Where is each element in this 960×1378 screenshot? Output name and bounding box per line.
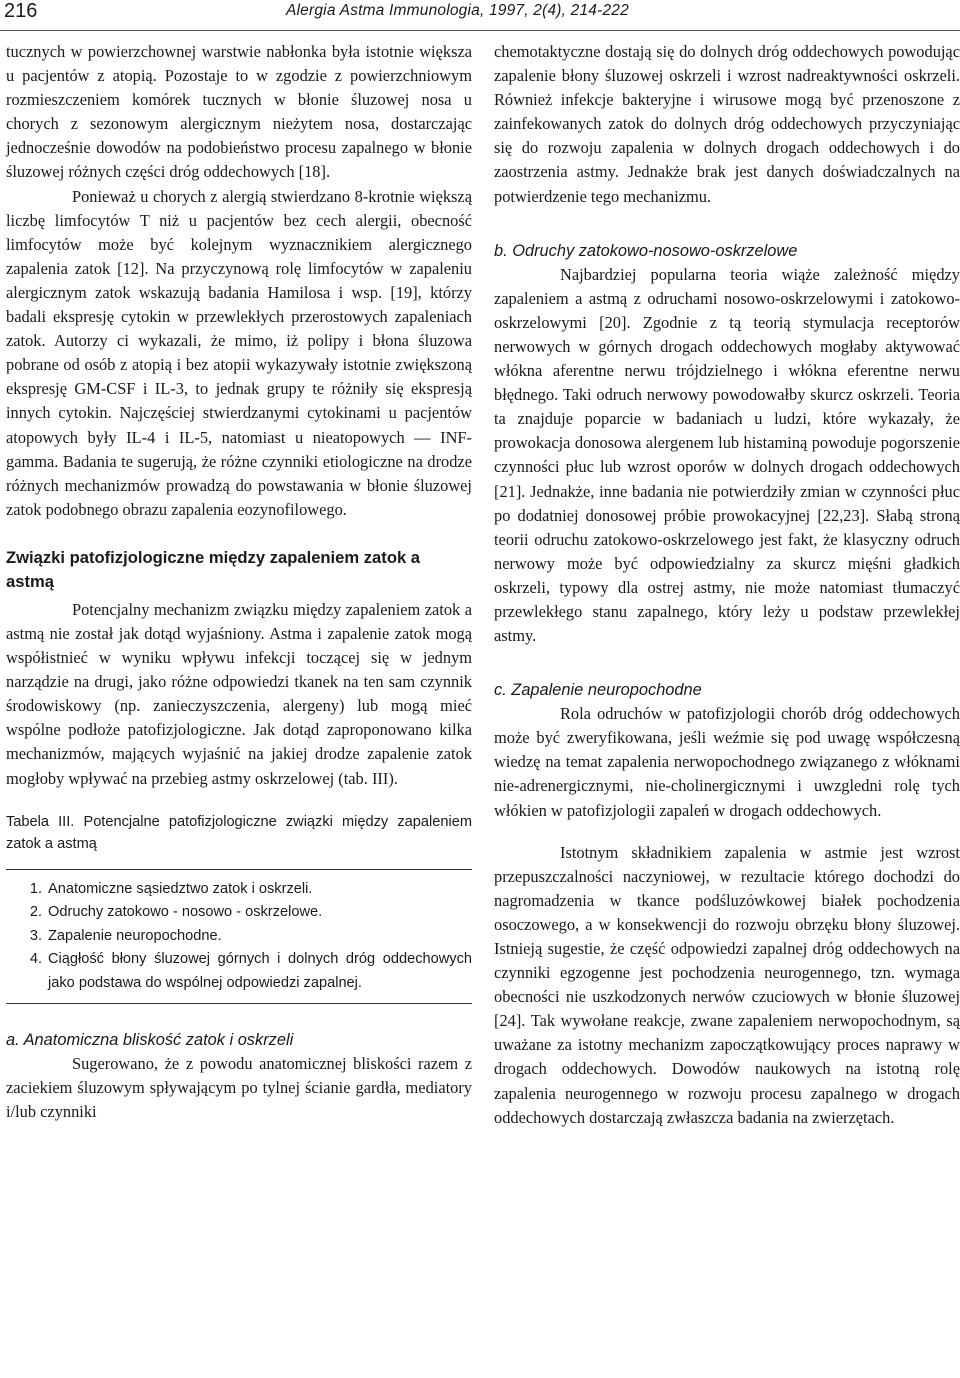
table-item-text: Zapalenie neuropochodne. — [48, 927, 222, 944]
table-item-text: Anatomiczne sąsiedztwo zatok i oskrzeli. — [48, 880, 313, 897]
table-item-number: 1. — [29, 880, 42, 897]
table-item — [6, 878, 472, 902]
table-iii — [6, 869, 472, 1005]
paragraph: tucznych w powierzchownej warstwie nabłonka była istotnie większa u pacjentów z atopią. Pozostaje to w zgodzie z powierzchniowym rozmieszczeniem komórek tucznych w błonie śluzowej nosa u chorych z sezonowym alergicznym nieżytem nosa, dostarczając jednocześnie dowodów na podobieństwo procesu zapalnego w błonie śluzowej różnych części dróg oddechowych [18]. — [6, 42, 472, 182]
paragraph: Ponieważ u chorych z alergią stwierdzano 8-krotnie większą liczbę limfocytów T niż u pacjentów bez cech alergii, obecność limfocytów może być kolejnym wyznacznikiem alergicznego zapalenia zatok [12]. Na przyczynową rolę limfocytów w zapaleniu alergicznym zatok wskazują badania Hamilosa i wsp. [19], którzy badali ekspresję cytokin w przewlekłych przerostowych zapaleniach zatok. Autorzy ci wykazali, że mimo, iż polipy i błona śluzowa pobrane od osób z atopią i bez atopii wykazywały istotnie zwiększoną ekspresję GM-CSF i IL-3, to jednak grupy te różniły się ekspresją innych cytokin. Najczęściej stwierdzanymi cytokinami u pacjentów atopowych były IL-4 i IL-5, natomiast u nieatopowych — INF-gamma. Badania te sugerują, że różne czynniki etiologiczne na drodze różnych mechanizmów prowadzą do powstawania w błonie śluzowej zatok podobnego obrazu zapalenia eozynofilowego. — [6, 186, 472, 519]
journal-citation: Alergia Astma Immunologia, 1997, 2(4), 214-222 — [286, 2, 629, 19]
left-column — [6, 40, 472, 1124]
table-item-text: Ciągłość błony śluzowej górnych i dolnych dróg oddechowych jako podstawa do wspólnej odpowiedzi zapalnej. — [48, 951, 472, 991]
table-item — [6, 925, 472, 949]
table-item-number: 3. — [29, 927, 42, 944]
page-number: 216 — [4, 0, 38, 22]
table-item-text: Odruchy zatokowo - nosowo - oskrzelowe. — [48, 904, 323, 921]
table-caption: Tabela III. Potencjalne patofizjologiczne związki między zapaleniem zatok a astmą — [6, 813, 472, 852]
section-heading: Związki patofizjologiczne między zapaleniem zatok a astmą — [6, 547, 421, 591]
subsection-heading: c. Zapalenie neuropochodne — [494, 681, 702, 700]
paragraph: chemotaktyczne dostają się do dolnych dróg oddechowych powodując zapalenie błony śluzowej oskrzeli i wzrost nadreaktywności oskrzeli. Również infekcje bakteryjne i wirusowe mogą być przenoszone z zainfekowanych zatok do dolnych dróg oddechowych przyczyniając się do rozwoju zapalenia w dolnych drogach oddechowych i do zaostrzenia astmy. Jednakże brak jest danych doświadczalnych na potwierdzenie tego mechanizmu. — [494, 42, 960, 206]
paragraph: Sugerowano, że z powodu anatomicznej bliskości razem z zaciekiem śluzowym spływającym po tylnej ścianie gardła, mediatory i/lub czynniki — [6, 1054, 472, 1122]
paragraph: Istotnym składnikiem zapalenia w astmie jest wzrost przepuszczalności naczyniowej, w rezultacie którego dochodzi do nagromadzenia w tkance podśluzówkowej białek pochodzenia osoczowego, a w konsekwencji do rozwoju obrzęku błony śluzowej. Istnieją sugestie, że część odpowiedzi zapalnej dróg oddechowych na czynniki egzogenne jest pochodzenia neurogennego, tzn. wymaga obecności nie uszkodzonych nerwów czuciowych w błonie śluzowej [24]. Tak wywołane reakcje, zwane zapaleniem nerwopochodnym, są uważane za istotny mechanizm zapoczątkowujący proces naprawy w drogach oddechowych. Dowodów naukowych na istotną rolę zapalenia neurogennego w rozwoju procesu zapalnego w drogach oddechowych dostarczają zwłaszcza badania na zwierzętach. — [494, 842, 960, 1127]
subsection-heading: b. Odruchy zatokowo-nosowo-oskrzelowe — [494, 241, 798, 260]
table-item — [6, 901, 472, 925]
paragraph: Najbardziej popularna teoria wiąże zależność między zapaleniem a astmą z odruchami nosowo-oskrzelowymi i zatokowo-oskrzelowymi [20]. Zgodnie z tą teorią stymulacja receptorów nerwowych w górnych drogach oddechowych mogłaby aktywować włókna aferentne nerwu trójdzielnego i włókna eferentne nerwu błędnego. Taki odruch nerwowy powodowałby skurcz oskrzeli. Teoria ta znajduje poparcie w badaniach u ludzi, które wykazały, że prowokacja donosowa alergenem lub histaminą powoduje pogorszenie czynności płuc lub wzrost oporów w dolnych drogach oddechowych [21]. Jednakże, inne badania nie potwierdziły zmian w czynności płuc po dodatniej donosowej próbie prowokacyjnej [22,23]. Słabą stroną teorii odruchu zatokowo-oskrzelowego jest fakt, że klasyczny odruch nerwowy może być odpowiedzialny za skurcz mięśni gładkich oskrzeli, typowy dla ostrej astmy, nie może natomiast tłumaczyć przewlekłego stanu zapalnego, który leży u podstaw przewlekłej astmy. — [494, 264, 960, 646]
table-item-number: 4. — [29, 951, 42, 968]
paragraph: Potencjalny mechanizm związku między zapaleniem zatok a astmą nie został jak dotąd wyjaśniony. Astma i zapalenie zatok mogą współistnieć w wyniku wpływu infekcji toczącej się w jednym narządzie na drugi, jako różne odpowiedzi tkanek na ten sam czynnik środowiskowy (np. zanieczyszczenia, alergeny) lub mogą mieć wspólne podłoże patofizjologiczne. Jak dotąd zaproponowano kilka mechanizmów, mających wyjaśnić na jakiej drodze zapalenie zatok mogłoby wpływać na przebieg astmy oskrzelowej (tab. III). — [6, 599, 472, 788]
table-item-number: 2. — [29, 904, 42, 921]
table-item — [6, 948, 472, 995]
right-column — [494, 40, 960, 1130]
page-header — [0, 0, 960, 31]
subsection-heading: a. Anatomiczna bliskość zatok i oskrzeli — [6, 1031, 294, 1050]
paragraph: Rola odruchów w patofizjologii chorób dróg oddechowych może być zweryfikowana, jeśli weźmie się pod uwagę współczesną wiedzę na temat zapalenia nerwopochodnego związanego z włóknami nie-adrenergicznymi, nie-cholinergicznymi i uwzgledni rolę tych włókien w patofizjologii zapaleń w drogach oddechowych. — [494, 704, 960, 820]
